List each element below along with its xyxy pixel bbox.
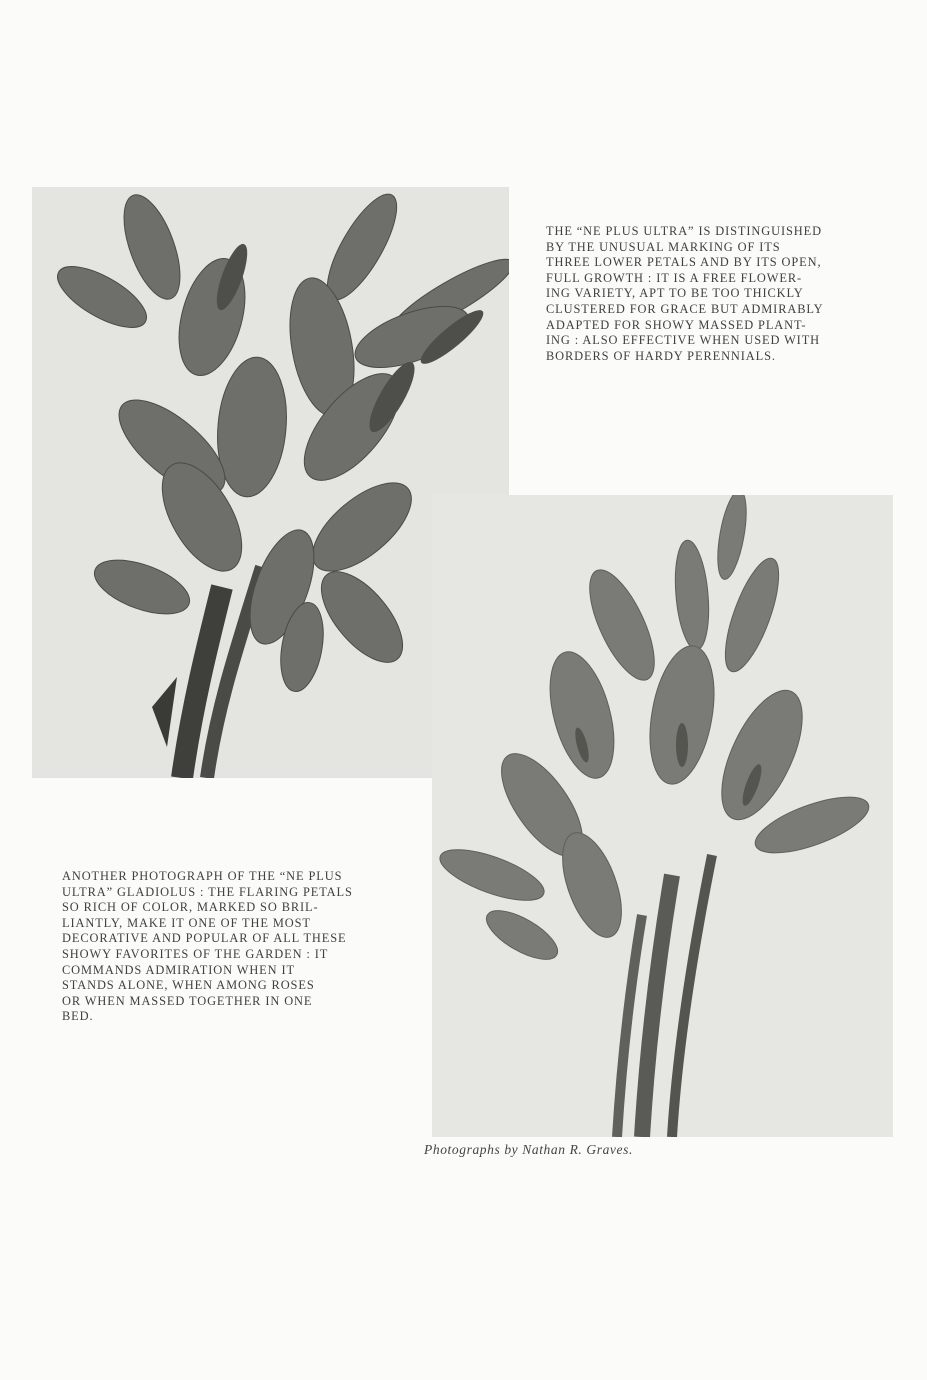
gladiolus-illustration-bottom — [432, 495, 893, 1137]
photo-credit: Photographs by Nathan R. Graves. — [424, 1142, 633, 1157]
caption-top: THE “NE PLUS ULTRA” IS DISTINGUISHED BY THE UNUSUAL MARKING OF ITS THREE LOWER PETALS AND BY ITS OPEN, FULL GROWTH : IT IS A FREE FLOWER- ING VARIETY, APT TO BE TOO THICKLY CLUSTERED FOR GRACE BUT ADMIRABLY ADAPTED FOR SHOWY MASSED PLANT- ING : ALSO EFFECTIVE WHEN USED WITH BORDERS OF HARDY PERENNIALS. — [546, 224, 824, 363]
caption-bottom: ANOTHER PHOTOGRAPH OF THE “NE PLUS ULTRA” GLADIOLUS : THE FLARING PETALS SO RICH OF COLOR, MARKED SO BRIL- LIANTLY, MAKE IT ONE OF THE MOST DECORATIVE AND POPULAR OF ALL THESE SHOWY FAVORITES OF THE GARDEN : IT COMMANDS ADMIRATION WHEN IT STANDS ALONE, WHEN AMONG ROSES OR WHEN MASSED TOGETHER IN ONE BED. — [62, 869, 353, 1024]
gladiolus-photo-bottom — [432, 495, 893, 1137]
